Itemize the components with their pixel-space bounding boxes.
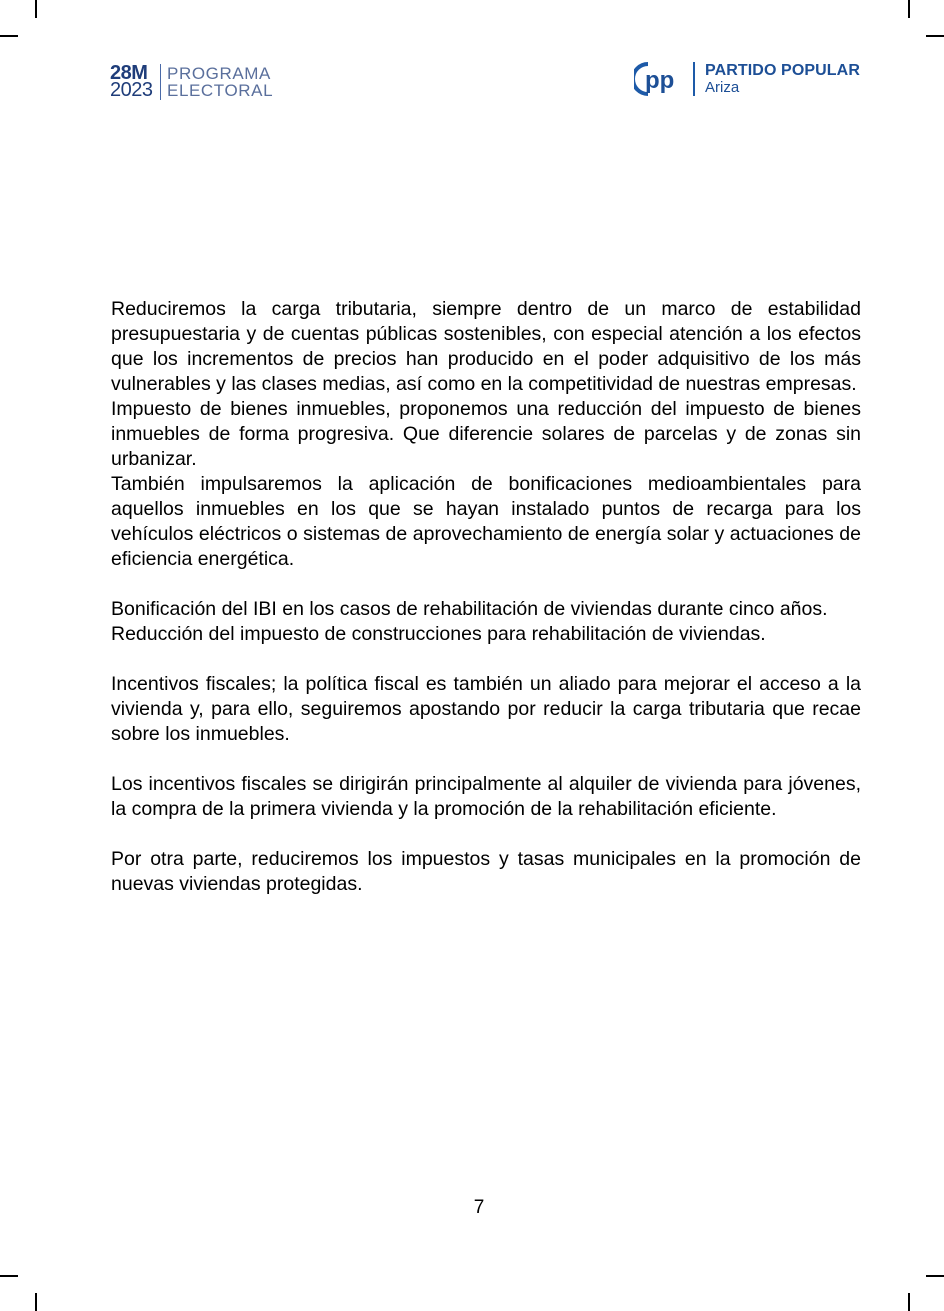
election-date <box>110 62 153 101</box>
header-election-block <box>110 62 273 102</box>
pp-logo-icon <box>634 61 684 97</box>
party-name-block <box>705 62 860 96</box>
paragraph-gap <box>111 822 861 847</box>
election-date-line2: 2023 <box>110 79 153 101</box>
crop-mark-right-top <box>926 35 944 37</box>
paragraph-gap <box>111 572 861 597</box>
paragraph-gap <box>111 747 861 772</box>
paragraph: Incentivos fiscales; la política fiscal es también un aliado para mejorar el acceso a la vivienda y, para ello, seguiremos apostando por reducir la carga tributaria que recae sobre los inmuebles. <box>111 673 861 745</box>
paragraph: Por otra parte, reduciremos los impuestos y tasas municipales en la promoción de nuevas viviendas protegidas. <box>111 848 861 895</box>
header-divider <box>160 64 162 100</box>
paragraph: Los incentivos fiscales se dirigirán principalmente al alquiler de vivienda para jóvenes, la compra de la primera vivienda y la promoción de la rehabilitación eficiente. <box>111 773 861 820</box>
crop-mark-bottom-left <box>35 1293 37 1311</box>
paragraph: Reducción del impuesto de construcciones para rehabilitación de viviendas. <box>111 623 766 645</box>
program-title <box>167 65 273 99</box>
program-title-line2: ELECTORAL <box>167 81 274 100</box>
program-title-line1: PROGRAMA <box>167 64 271 83</box>
crop-mark-left-bottom <box>0 1275 18 1277</box>
party-divider <box>693 62 695 96</box>
crop-mark-top-left <box>35 0 37 18</box>
page-number: 7 <box>473 1197 485 1218</box>
paragraph: También impulsaremos la aplicación de bonificaciones medioambientales para aquellos inmuebles en los que se hayan instalado puntos de recarga para los vehículos eléctricos o sistemas de aprovechamiento de energía solar y actuaciones de eficiencia energética. <box>111 473 861 570</box>
party-name: PARTIDO POPULAR <box>705 62 860 79</box>
crop-mark-top-right <box>908 0 910 18</box>
paragraph: Impuesto de bienes inmuebles, proponemos una reducción del impuesto de bienes inmuebles de forma progresiva. Que diferencie solares de parcelas y de zonas sin urbanizar. <box>111 398 861 470</box>
paragraph: Reduciremos la carga tributaria, siempre dentro de un marco de estabilidad presupuestaria y de cuentas públicas sostenibles, con especial atención a los efectos que los incrementos de precios han producido en el poder adquisitivo de los más vulnerables y las clases medias, así como en la competitividad de nuestras empresas. <box>111 298 861 395</box>
crop-mark-right-bottom <box>926 1275 944 1277</box>
header-party-block <box>634 60 860 98</box>
pp-logo-text: pp <box>645 67 675 94</box>
party-location: Ariza <box>705 79 740 96</box>
crop-mark-bottom-right <box>908 1293 910 1311</box>
paragraph: Bonificación del IBI en los casos de rehabilitación de viviendas durante cinco años. <box>111 598 828 620</box>
crop-mark-left-top <box>0 35 18 37</box>
election-date-line1: 28M <box>110 62 148 84</box>
document-body <box>111 297 861 897</box>
paragraph-gap <box>111 647 861 672</box>
